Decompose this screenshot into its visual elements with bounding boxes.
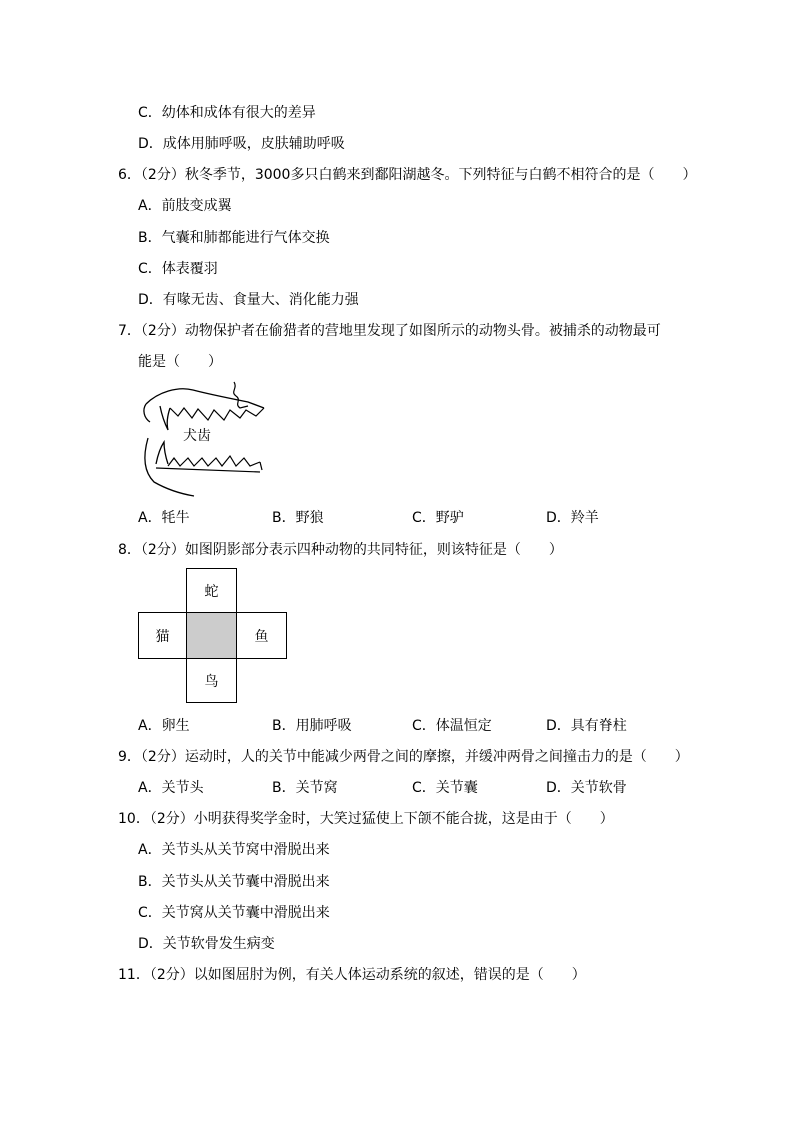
- q6-option-b: B．气囊和肺都能进行气体交换: [138, 230, 330, 246]
- q10-option-d: D．关节软骨发生病变: [138, 936, 275, 952]
- q8-option-d: D．具有脊柱: [546, 718, 627, 734]
- q6-option-d: D．有喙无齿、食量大、消化能力强: [138, 292, 359, 308]
- q11-stem: 11．（2分）以如图屈肘为例，有关人体运动系统的叙述，错误的是（ ）: [118, 967, 586, 983]
- q7-option-a: A．牦牛: [138, 510, 190, 526]
- grid-cell-bottom: 鸟: [186, 658, 237, 703]
- q7-stem-line2: 能是（ ）: [138, 354, 222, 370]
- grid-cell-center-shaded: [186, 612, 237, 659]
- grid-cell-top: 蛇: [186, 568, 237, 613]
- grid-cell-left: 猫: [138, 612, 187, 659]
- q10-option-c: C．关节窝从关节囊中滑脱出来: [138, 905, 330, 921]
- q6-option-c: C．体表覆羽: [138, 261, 218, 277]
- q7-figure-label: 犬齿: [183, 428, 211, 444]
- q9-option-c: C．关节囊: [412, 780, 478, 796]
- q5-option-d: D．成体用肺呼吸，皮肤辅助呼吸: [138, 136, 345, 152]
- q6-stem: 6．（2分）秋冬季节，3000多只白鹤来到鄱阳湖越冬。下列特征与白鹤不相符合的是（ ）: [118, 167, 697, 183]
- q10-option-a: A．关节头从关节窝中滑脱出来: [138, 842, 330, 858]
- q10-option-b: B．关节头从关节囊中滑脱出来: [138, 874, 330, 890]
- q5-option-c: C．幼体和成体有很大的差异: [138, 105, 316, 121]
- q9-option-a: A．关节头: [138, 780, 204, 796]
- q7-option-c: C．野驴: [412, 510, 464, 526]
- q8-option-c: C．体温恒定: [412, 718, 492, 734]
- q8-option-b: B．用肺呼吸: [272, 718, 352, 734]
- grid-cell-right: 鱼: [236, 612, 287, 659]
- q7-stem-line1: 7．（2分）动物保护者在偷猎者的营地里发现了如图所示的动物头骨。被捕杀的动物最可: [118, 323, 661, 339]
- skull-jaw-figure: [138, 378, 273, 498]
- q9-option-b: B．关节窝: [272, 780, 338, 796]
- q7-option-b: B．野狼: [272, 510, 324, 526]
- q8-stem: 8．（2分）如图阴影部分表示四种动物的共同特征，则该特征是（ ）: [118, 542, 563, 558]
- q9-stem: 9．（2分）运动时，人的关节中能减少两骨之间的摩擦，并缓冲两骨之间撞击力的是（ ）: [118, 749, 689, 765]
- q8-option-a: A．卵生: [138, 718, 190, 734]
- q7-option-d: D．羚羊: [546, 510, 599, 526]
- q6-option-a: A．前肢变成翼: [138, 198, 232, 214]
- q9-option-d: D．关节软骨: [546, 780, 627, 796]
- q10-stem: 10．（2分）小明获得奖学金时，大笑过猛使上下颌不能合拢，这是由于（ ）: [118, 811, 614, 827]
